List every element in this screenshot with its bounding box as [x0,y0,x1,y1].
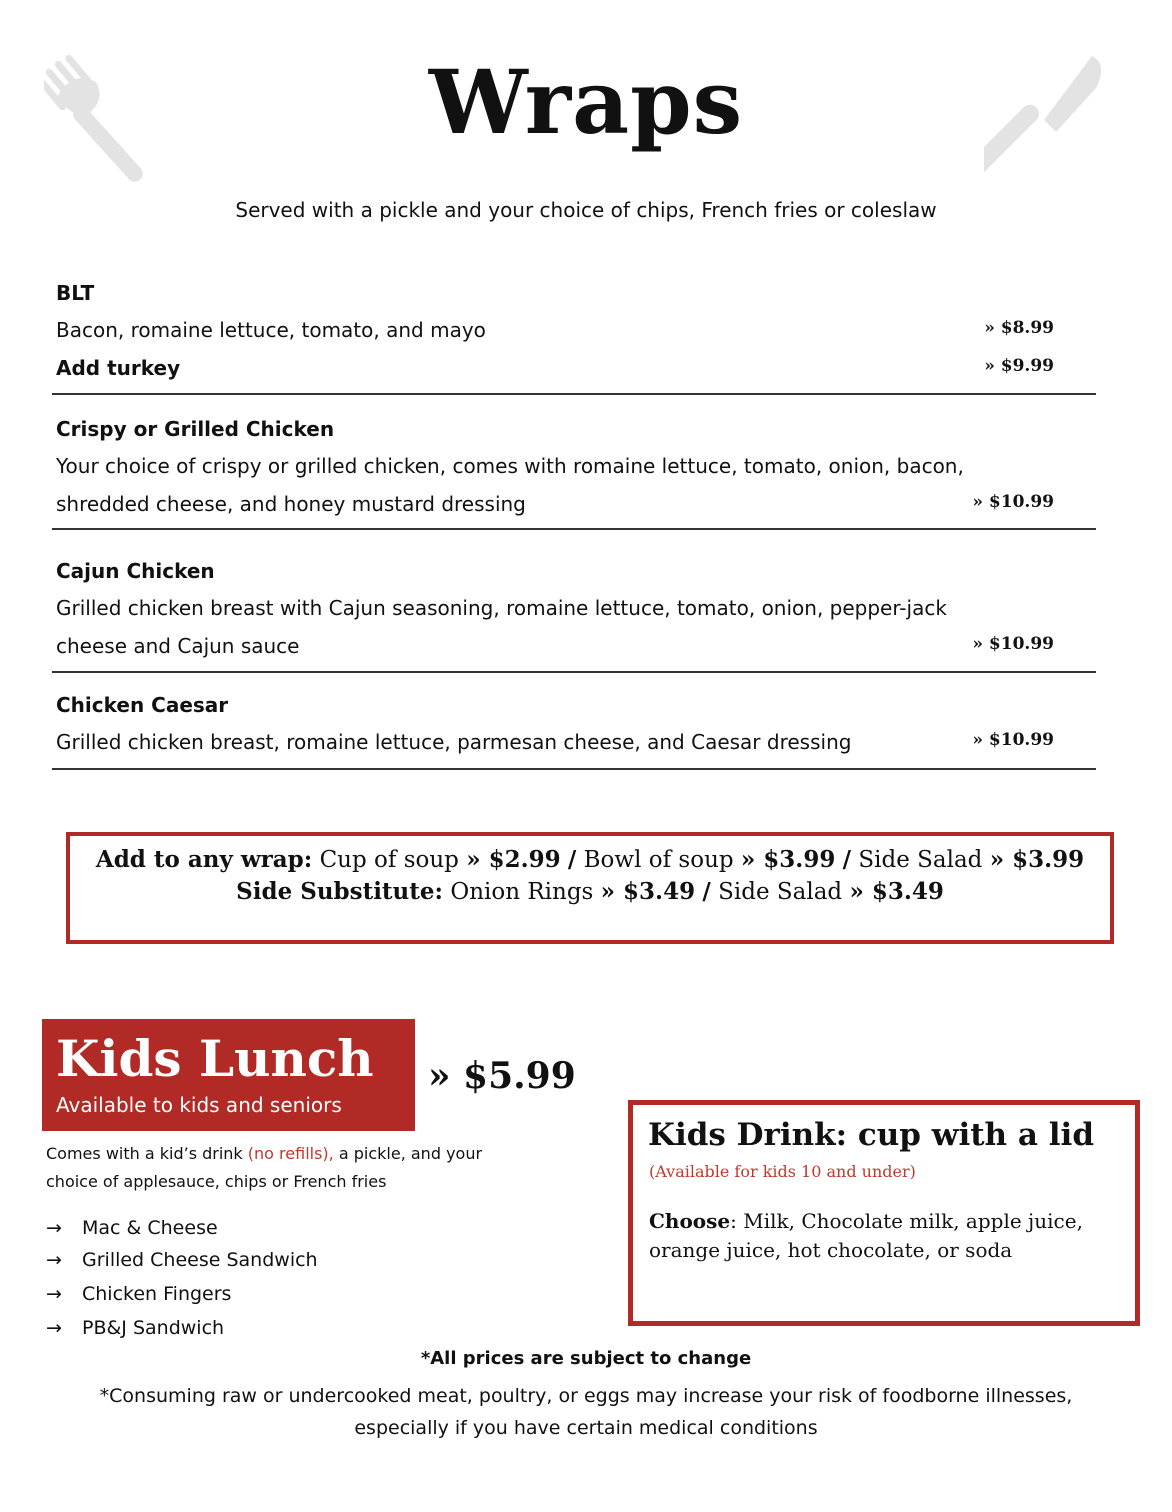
addons-box [66,832,1114,944]
substitute-label: Side Substitute: [236,878,444,905]
kids-lunch-subtitle: Available to kids and seniors [56,1093,342,1117]
addon-price: » $3.99 [740,846,836,873]
arrow-icon: → [46,1283,62,1305]
item-description-line [56,730,1096,754]
addon-item: Bowl of soup [583,847,734,873]
addon-price: » $3.49 [849,878,944,905]
desc-text: Comes with a kid’s drink [46,1144,243,1163]
kids-drink-choices [649,1207,1119,1265]
divider [52,768,1096,770]
desc-text: choice of applesauce, chips or French fries [46,1172,387,1191]
item-addon-blt [56,356,1096,380]
kids-drink-box [628,1100,1140,1326]
item-price: » $10.99 [972,634,1054,654]
addons-line-2 [70,878,1110,905]
arrow-icon: → [46,1249,62,1271]
item-description-line: Grilled chicken breast with Cajun seasoning, romaine lettuce, tomato, onion, pepper-jack [56,596,947,620]
item-description-line [56,492,1096,516]
item-name-crispy-chicken: Crispy or Grilled Chicken [56,417,335,441]
item-description: shredded cheese, and honey mustard dressing [56,492,526,516]
desc-text: a pickle, and your [338,1144,483,1163]
addon-price: » $3.99 [989,846,1085,873]
kids-lunch-title: Kids Lunch [56,1029,374,1088]
divider [52,671,1096,673]
addons-label: Add to any wrap: [95,846,313,873]
addon-item: Side Salad [718,879,843,905]
item-description-line: Your choice of crispy or grilled chicken, comes with romaine lettuce, tomato, onion, bacon, [56,454,964,478]
addon-price: » $2.99 [466,846,561,873]
item-description: Bacon, romaine lettuce, tomato, and mayo [56,318,486,342]
item-description-line [56,634,1096,658]
addon-item: Cup of soup [319,847,459,873]
item-description: Grilled chicken breast, romaine lettuce, parmesan cheese, and Caesar dressing [56,730,852,754]
arrow-icon: → [46,1317,62,1339]
item-price: » $10.99 [972,730,1054,750]
addon-item: Onion Rings [450,879,594,905]
divider [52,393,1096,395]
addon-item: Side Salad [858,847,983,873]
item-description: cheese and Cajun sauce [56,634,300,658]
addon-label: Add turkey [56,356,181,380]
no-refills-note: (no refills), [247,1144,334,1163]
addons-line-1 [70,846,1110,873]
kids-lunch-banner [42,1019,415,1131]
item-name-chicken-caesar: Chicken Caesar [56,693,229,717]
addon-price: » $3.49 [600,878,696,905]
separator: / [842,846,852,873]
kids-drink-title: Kids Drink: cup with a lid [648,1117,1094,1153]
item-name-cajun-chicken: Cajun Chicken [56,559,215,583]
warning-line: *Consuming raw or undercooked meat, poultry, or eggs may increase your risk of foodborne illnesses, [99,1385,1073,1407]
addon-price: » $9.99 [984,356,1054,376]
item-price: » $10.99 [972,492,1054,512]
separator: / [702,878,711,905]
choose-text: : Milk, Chocolate milk, apple juice, orange juice, hot chocolate, or soda [649,1209,1083,1262]
list-item: → Grilled Cheese Sandwich [46,1249,318,1271]
page-subtitle: Served with a pickle and your choice of chips, French fries or coleslaw [235,198,937,222]
kids-lunch-description [46,1140,546,1196]
kids-lunch-price: » $5.99 [428,1055,576,1097]
item-name-blt: BLT [56,281,95,305]
separator: / [567,846,577,873]
divider [52,528,1096,530]
item-description-blt [56,318,1096,342]
list-item: → PB&J Sandwich [46,1317,225,1339]
food-warning [0,1380,1172,1444]
warning-line: especially if you have certain medical conditions [354,1417,818,1439]
price-note: *All prices are subject to change [420,1348,752,1369]
list-item: → Chicken Fingers [46,1283,232,1305]
item-price: » $8.99 [984,318,1054,338]
page-title: Wraps [428,50,744,154]
arrow-icon: → [46,1217,62,1239]
kids-drink-subtitle: (Available for kids 10 and under) [649,1162,916,1181]
list-item: → Mac & Cheese [46,1217,218,1239]
choose-label: Choose [649,1209,731,1233]
